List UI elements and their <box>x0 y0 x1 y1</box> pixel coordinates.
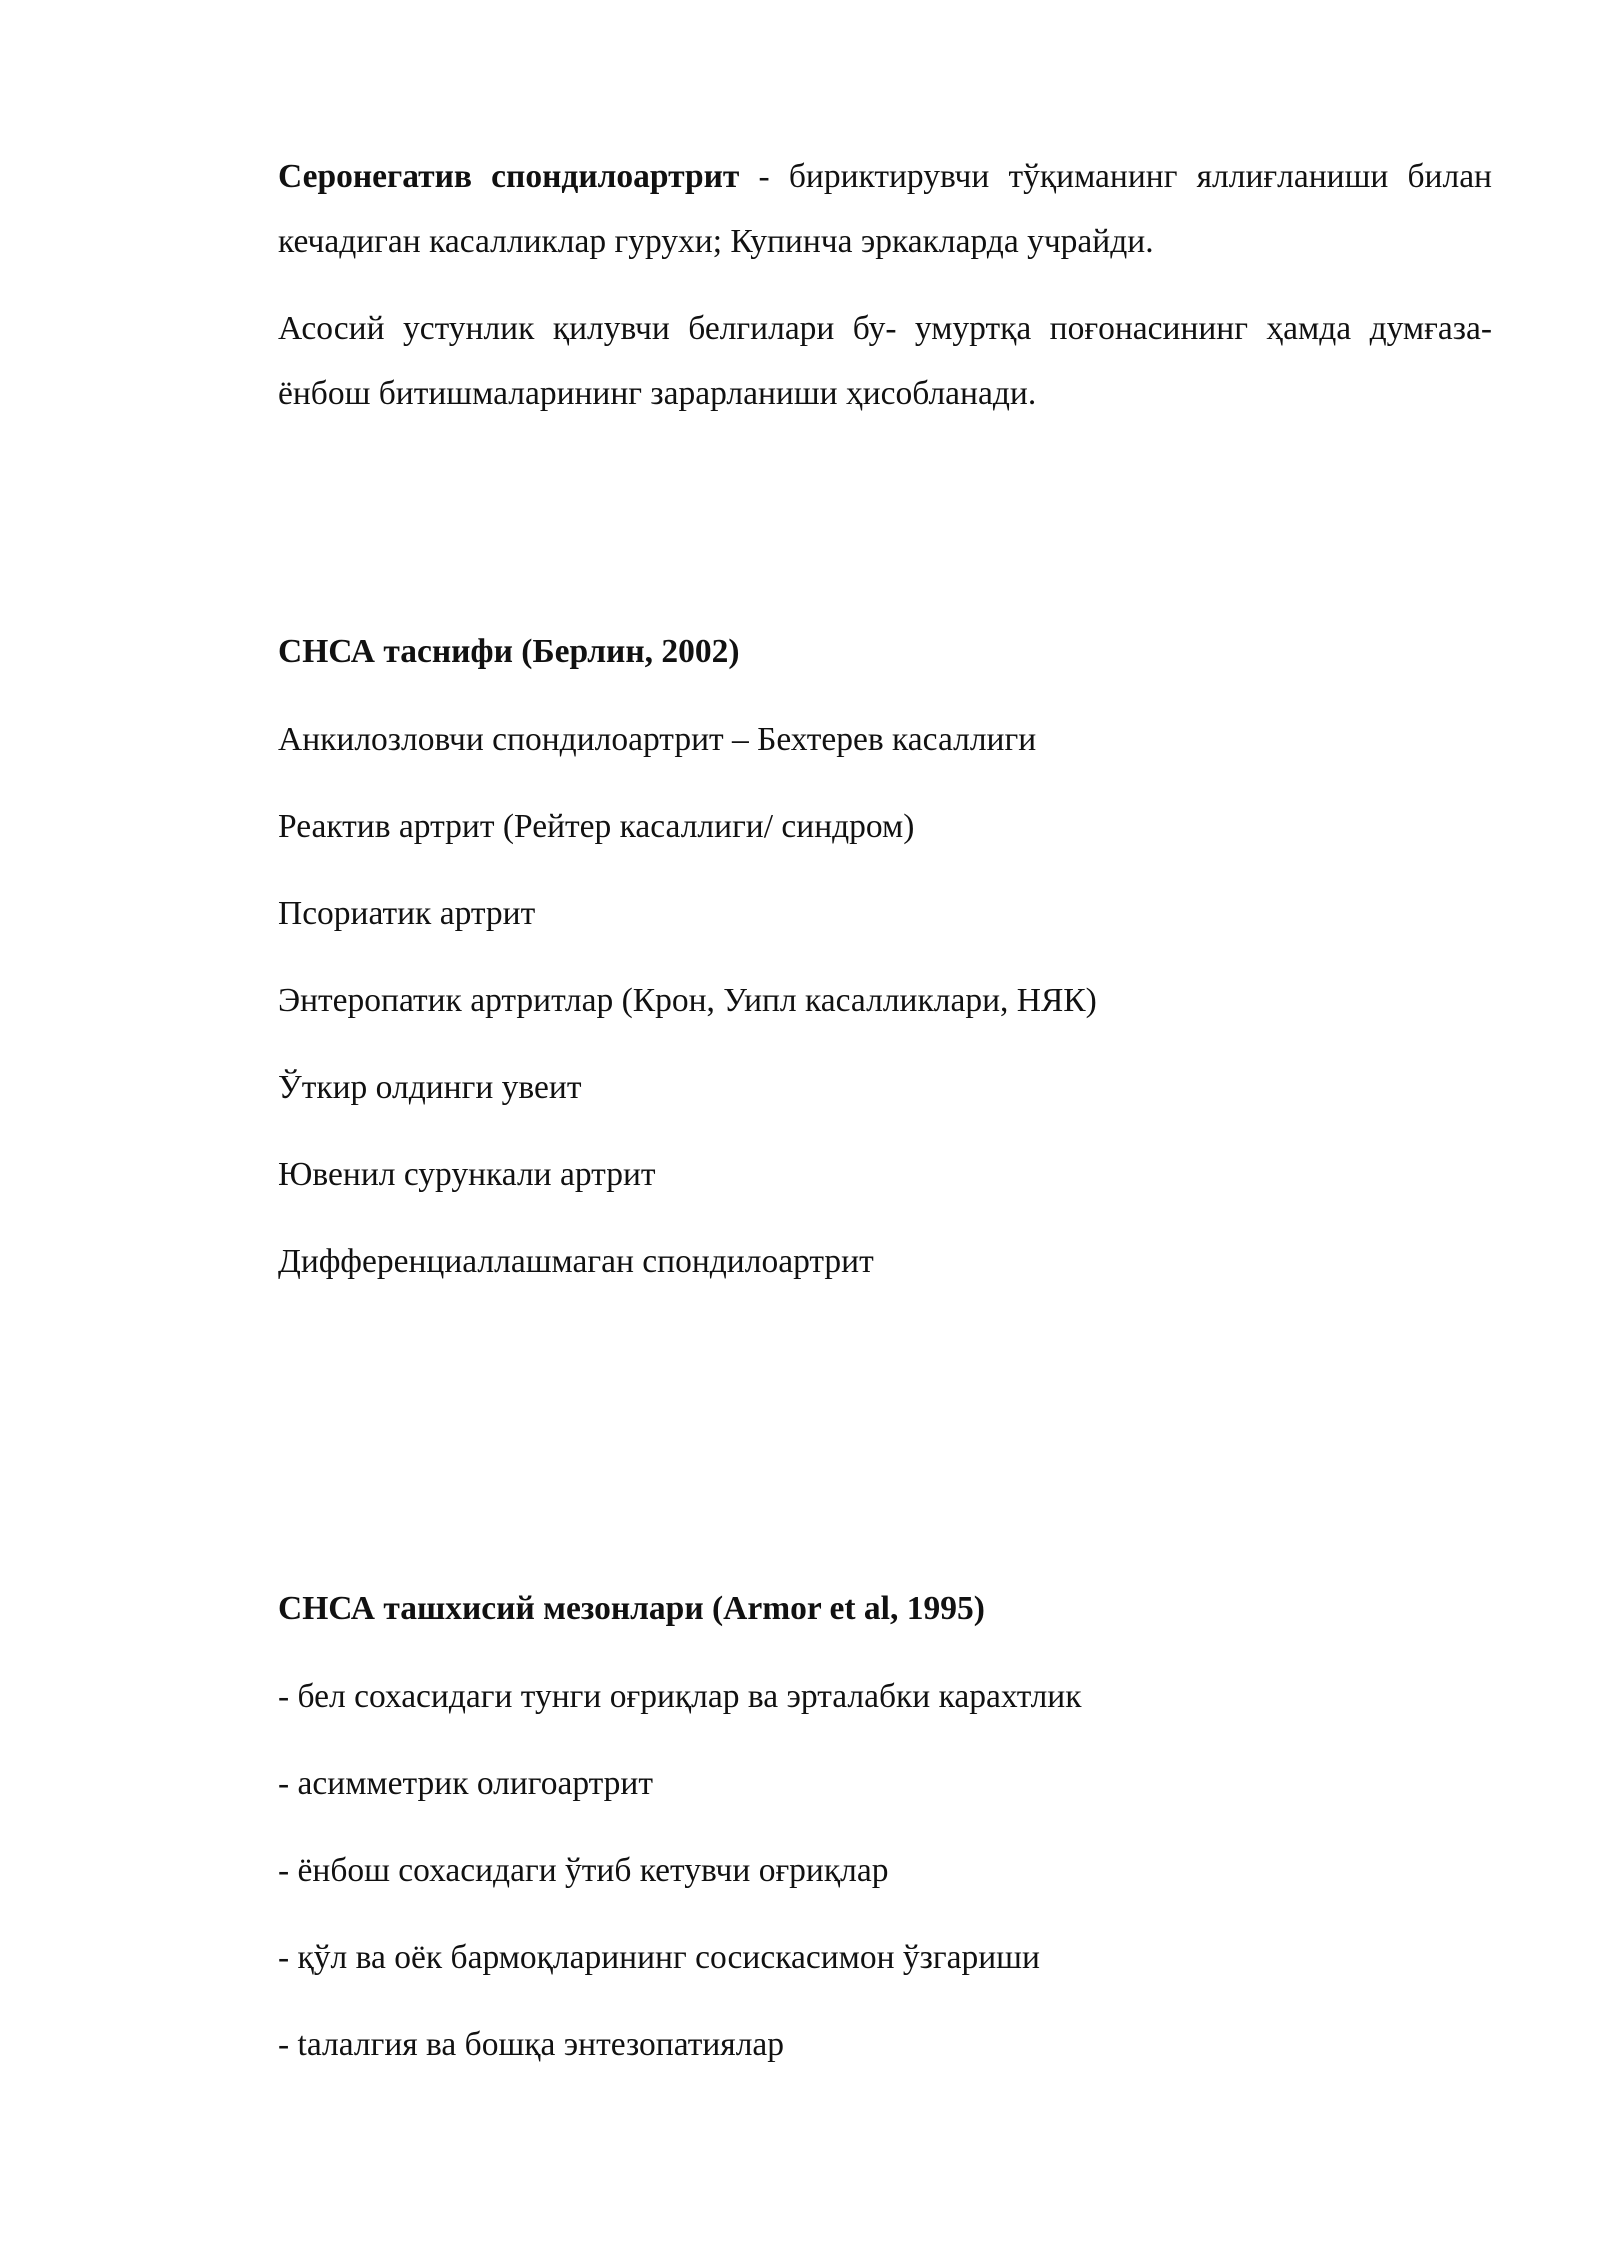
criteria-item: - ёнбош сохасидаги ўтиб кетувчи оғриқлар <box>278 1852 889 1889</box>
criteria-item: - tалалгия ва бошқа энтезопатиялар <box>278 2026 785 2063</box>
classification-item: Ўткир олдинги увеит <box>278 1069 582 1106</box>
classification-item: Дифференциаллашмаган спондилоартрит <box>278 1243 874 1280</box>
classification-item: Ювенил сурункали артрит <box>278 1156 656 1193</box>
main-signs-paragraph: Асосий устунлик қилувчи белгилари бу- умуртқа поғонасининг ҳамда думғаза-ёнбош битишмаларининг зарарланиши ҳисобланади. <box>278 310 1492 412</box>
intro-paragraph <box>278 144 1492 274</box>
criteria-heading: СНСА ташхисий мезонлари (Armor et al, 1995) <box>278 1590 985 1627</box>
criteria-item: - асимметрик олигоартрит <box>278 1765 653 1802</box>
criteria-item: - қўл ва оёк бармоқларининг сосискасимон ўзгариши <box>278 1939 1040 1976</box>
classification-item: Псориатик артрит <box>278 895 536 932</box>
criteria-item: - бел сохасидаги тунги оғриқлар ва эрталабки карахтлик <box>278 1678 1082 1715</box>
intro-term: Серонегатив спондилоартрит <box>278 158 740 195</box>
classification-heading: СНСА таснифи (Берлин, 2002) <box>278 633 740 670</box>
classification-item: Анкилозловчи спондилоартрит – Бехтерев касаллиги <box>278 721 1037 758</box>
classification-item: Реактив артрит (Рейтер касаллиги/ синдром) <box>278 808 915 845</box>
classification-item: Энтеропатик артритлар (Крон, Уипл касалликлари, НЯК) <box>278 982 1097 1019</box>
intro-definition: - бириктирувчи тўқиманинг яллиғланиши билан кечадиган касалликлар гурухи; Купинча эркакларда учрайди. <box>278 158 1492 260</box>
